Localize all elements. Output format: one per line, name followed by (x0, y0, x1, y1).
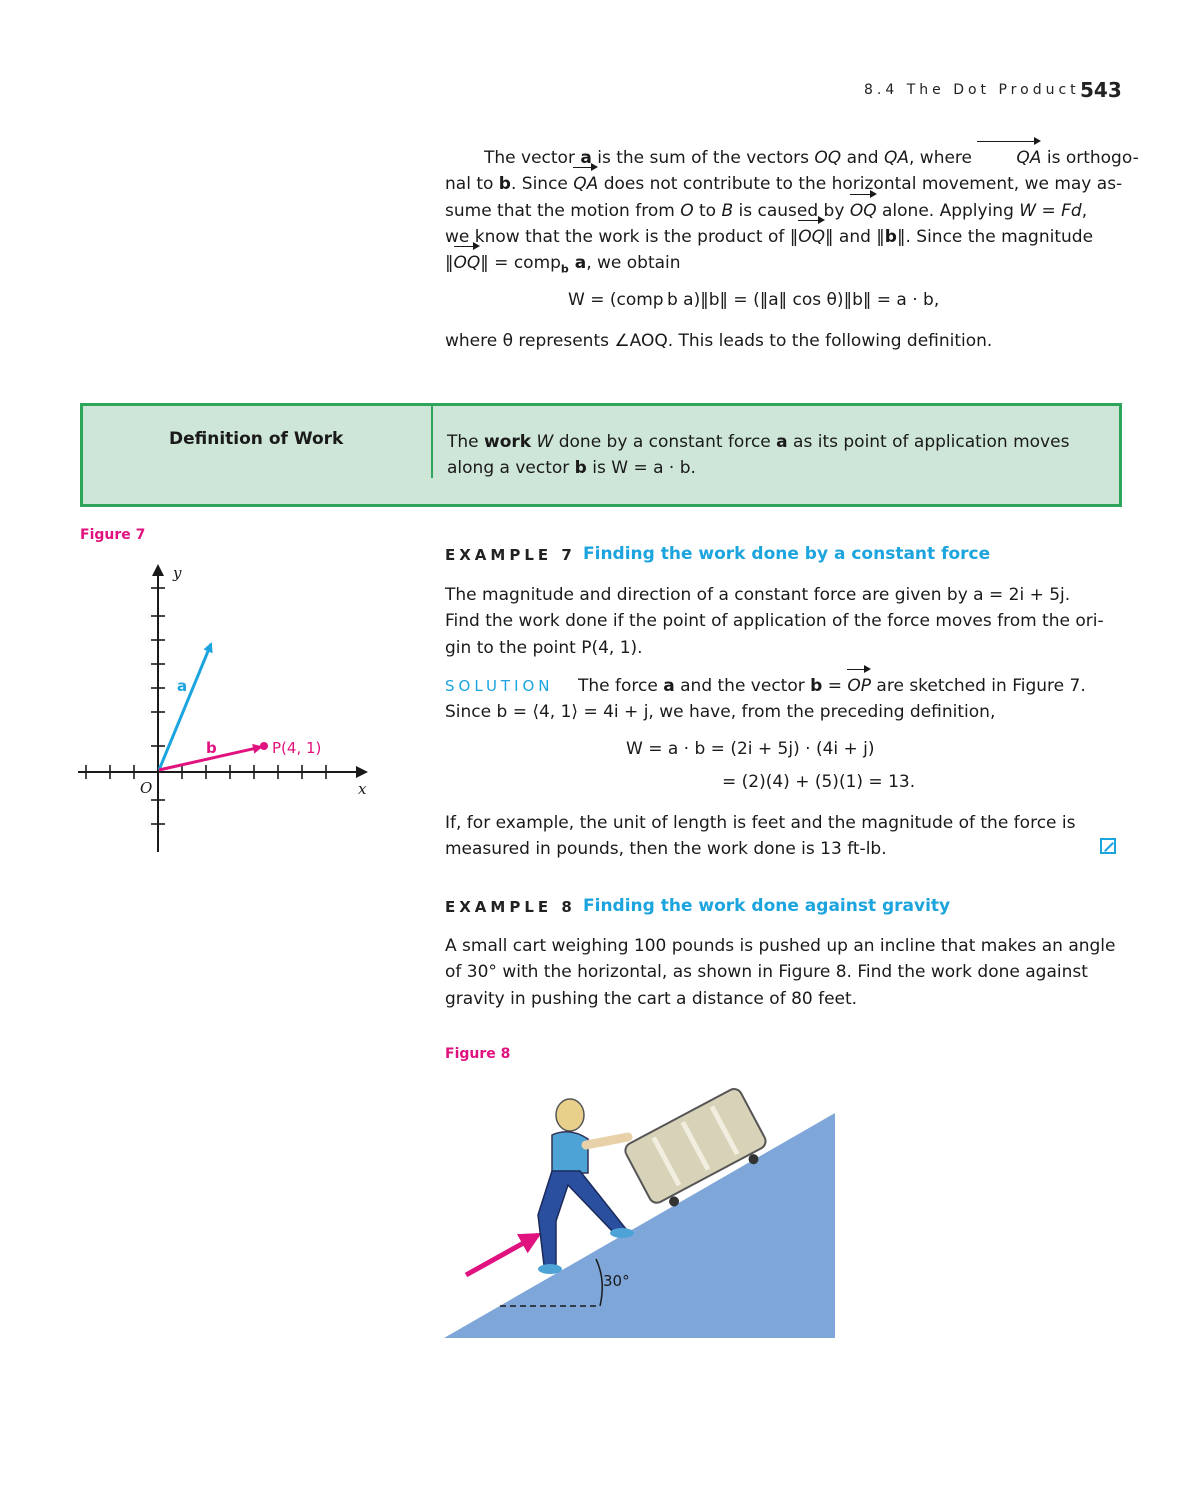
push-arrow (466, 1235, 538, 1275)
page-number: 543 (1080, 78, 1122, 102)
solution-line-2: Since b = ⟨4, 1⟩ = 4i + j, we have, from the preceding definition, (445, 702, 996, 722)
text: nal to (445, 174, 499, 195)
y-axis-label: y (173, 564, 182, 582)
example-7-conclusion (445, 810, 1121, 863)
text: Find the work done if the point of application of the force moves from the ori- (445, 611, 1104, 632)
solution-equation-1: W = a · b = (2i + 5j) · (4i + j) (626, 739, 875, 759)
solution-label: SOLUTION (445, 677, 554, 695)
vector-OP: OP (847, 673, 871, 699)
point-B: B (721, 200, 734, 221)
vector-a: a (568, 253, 587, 274)
vector-b-label: b (206, 739, 217, 757)
x-axis-label: x (358, 780, 367, 798)
solution-line-1 (578, 673, 1086, 699)
text: A small cart weighing 100 pounds is pushed up an incline that makes an angle (445, 936, 1116, 956)
text: = comp (488, 253, 561, 274)
text: to (693, 200, 722, 221)
vector-OQ: OQ (454, 250, 481, 276)
text: and (833, 226, 877, 247)
text: . Since the magnitude (905, 226, 1094, 247)
text: = (822, 676, 848, 696)
example-8-problem (445, 933, 1121, 1012)
example-7-problem (445, 582, 1121, 661)
work-formula: W = a · b. (611, 458, 696, 478)
vector-a-arrow (159, 644, 211, 770)
segment-OQ: OQ (814, 148, 842, 168)
text: If, for example, the unit of length is feet and the magnitude of the force is (445, 813, 1076, 833)
text: The vector (484, 148, 581, 168)
intro-paragraph: The vector a is the sum of the vectors OQ and QA, where QA is orthogo- nal to b. Since QA does not contribute to the horizontal movement, we may as- sume that the motion from O to B is caused by OQ alone. Applying W = Fd, we know that the work is the product of ‖OQ‖ and ‖b‖. Since the magnitude ‖OQ‖ = comp$_b$ a, we obtain (445, 145, 1121, 283)
definition-divider (431, 406, 433, 478)
definition-box (80, 403, 1122, 507)
subscript-b: b (560, 262, 569, 276)
text: and (841, 148, 884, 168)
vector-b: b (810, 676, 823, 696)
vector-b: b (498, 174, 511, 195)
vector-b: b (884, 226, 897, 247)
where-line: where θ represents ∠AOQ. This leads to the following definition. (445, 331, 993, 351)
text: alone. Applying (876, 200, 1020, 221)
figure-8-illustration (440, 1075, 840, 1345)
text: is the sum of the vectors (591, 148, 815, 168)
text: The magnitude and direction of a constant force are given by a = 2i + 5j. (445, 585, 1071, 605)
figure-7-label: Figure 7 (80, 527, 146, 543)
example-8-label: EXAMPLE 8 (445, 898, 576, 916)
text: sume that the motion from (445, 200, 681, 221)
origin-label: O (140, 779, 153, 797)
symbol-W: W (531, 432, 554, 452)
vector-a: a (663, 676, 675, 696)
vector-a-label: a (177, 677, 188, 695)
solution-equation-2: = (2)(4) + (5)(1) = 13. (722, 772, 916, 792)
vector-OQ: OQ (798, 224, 825, 250)
text: done by a constant force (553, 432, 777, 452)
text: gravity in pushing the cart a distance of 80 feet. (445, 988, 858, 1009)
symbol-W: W (1019, 200, 1037, 221)
term-work: work (484, 432, 532, 452)
text: does not contribute to the horizontal movement, we may as- (598, 174, 1123, 195)
text: gin to the point P(4, 1). (445, 637, 643, 658)
text: , we obtain (586, 253, 681, 274)
vector-OQ: OQ (850, 198, 877, 224)
vector-a: a (580, 148, 592, 168)
text: is (586, 458, 612, 478)
text: measured in pounds, then the work done is 13 ft-lb. (445, 839, 887, 860)
example-8-title: Finding the work done against gravity (583, 896, 951, 916)
text: is caused by (733, 200, 850, 221)
end-of-example-icon (1100, 838, 1116, 854)
point-O: O (680, 200, 694, 221)
example-7-label: EXAMPLE 7 (445, 546, 576, 564)
figure-8-label: Figure 8 (445, 1046, 511, 1062)
text: = (1036, 200, 1062, 221)
point-P-label: P(4, 1) (272, 739, 322, 757)
definition-text (447, 429, 1107, 481)
text: are sketched in Figure 7. (871, 676, 1086, 696)
text: of 30° with the horizontal, as shown in Figure 8. Find the work done against (445, 962, 1088, 983)
text: The force (578, 676, 664, 696)
example-7-title: Finding the work done by a constant force (583, 544, 991, 564)
definition-title: Definition of Work (169, 429, 344, 449)
work-equation: W = (comp b a)‖b‖ = (‖a‖ cos θ)‖b‖ = a · b, (568, 290, 940, 310)
text: The (447, 432, 485, 452)
text: is orthogo- (1041, 148, 1139, 168)
vector-a: a (776, 432, 788, 452)
angle-label: 30° (603, 1272, 630, 1290)
symbol-Fd: Fd (1061, 200, 1082, 221)
text: , where (908, 148, 978, 168)
text: we know that the work is the product of (445, 226, 790, 247)
text: , (1081, 200, 1088, 221)
text: . Since (510, 174, 574, 195)
figure-7-graph (78, 560, 378, 860)
vector-QA: QA (573, 171, 598, 197)
text: along a vector (447, 458, 575, 478)
vector-b: b (574, 458, 587, 478)
segment-QA: QA (883, 148, 909, 168)
text: and the vector (674, 676, 811, 696)
section-title: 8.4 The Dot Product (864, 82, 1080, 98)
point-P (260, 742, 268, 750)
text: as its point of application moves (787, 432, 1070, 452)
vector-QA: QA (977, 145, 1041, 171)
